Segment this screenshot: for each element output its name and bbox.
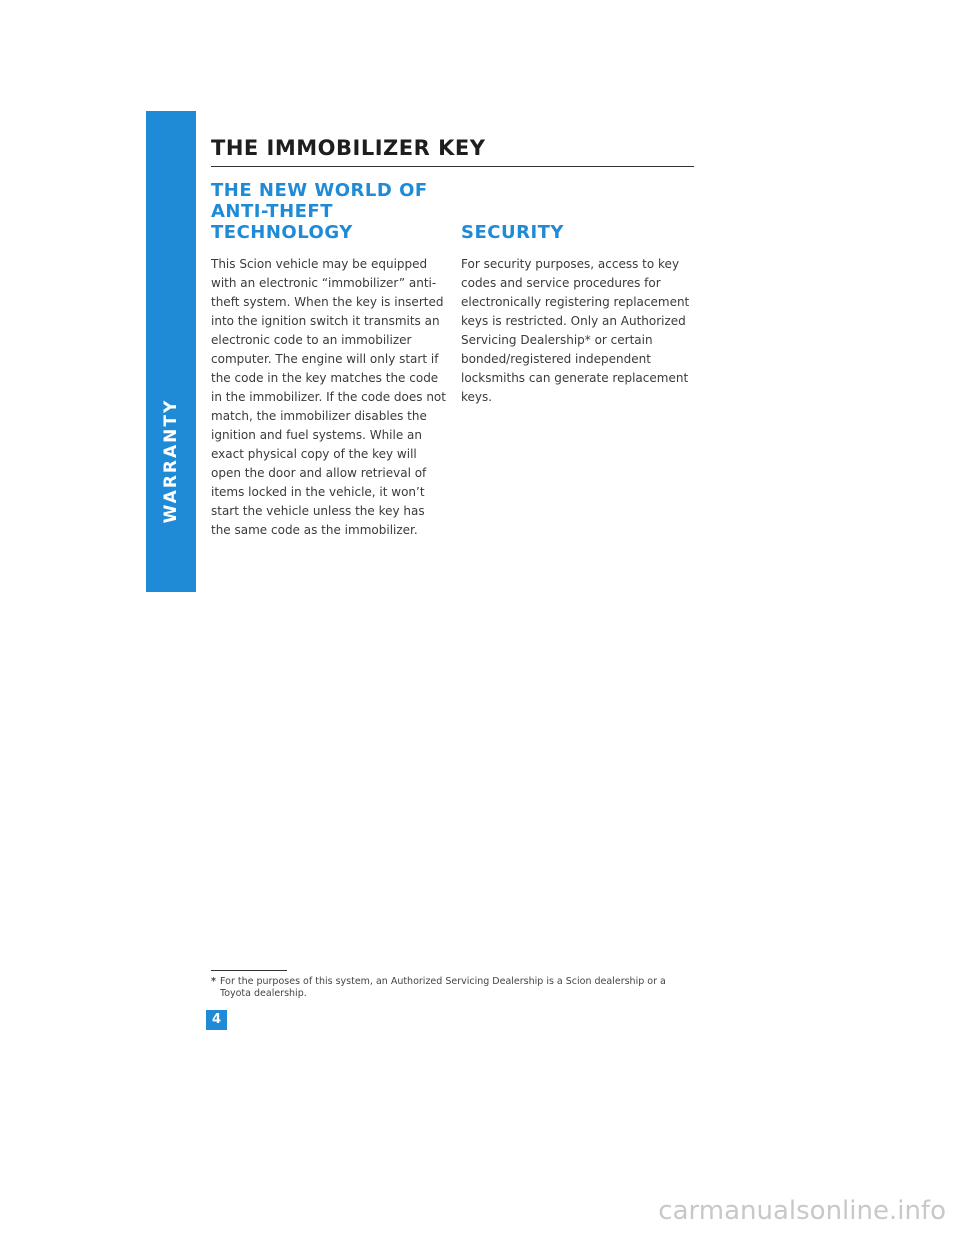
right-column xyxy=(461,180,697,407)
page-number: 4 xyxy=(206,1010,227,1030)
anti-theft-body: This Scion vehicle may be equipped with an electronic “immobilizer” anti-theft system. When the key is inserted into the ignition switch it transmits an electronic code to an immobilizer computer. The engine will only start if the code in the key matches the code in the immobilizer. If the code does not match, the immobilizer disables the ignition and fuel systems. While an exact physical copy of the key will open the door and allow retrieval of items locked in the vehicle, it won’t start the vehicle unless the key has the same code as the immobilizer. xyxy=(211,257,446,537)
title-divider xyxy=(211,166,694,167)
footnote-divider xyxy=(211,970,287,971)
anti-theft-heading: THE NEW WORLD OF ANTI-THEFT TECHNOLOGY xyxy=(211,180,428,243)
footnote-text: For the purposes of this system, an Authorized Servicing Dealership is a Scion dealership or a Toyota dealership. xyxy=(220,976,666,999)
security-body: For security purposes, access to key codes and service procedures for electronically registering replacement keys is restricted. Only an Authorized Servicing Dealership* or certain bonded/registered independent locksmiths can generate replacement keys. xyxy=(461,257,690,404)
watermark: carmanualsonline.info xyxy=(658,1196,946,1226)
footnote xyxy=(211,976,691,1000)
security-heading: SECURITY xyxy=(461,222,564,243)
left-column xyxy=(211,180,447,540)
page-title: THE IMMOBILIZER KEY xyxy=(211,136,486,160)
footnote-mark: * xyxy=(211,976,216,987)
side-tab-label: WARRANTY xyxy=(161,398,181,524)
section-side-tab xyxy=(146,111,196,592)
